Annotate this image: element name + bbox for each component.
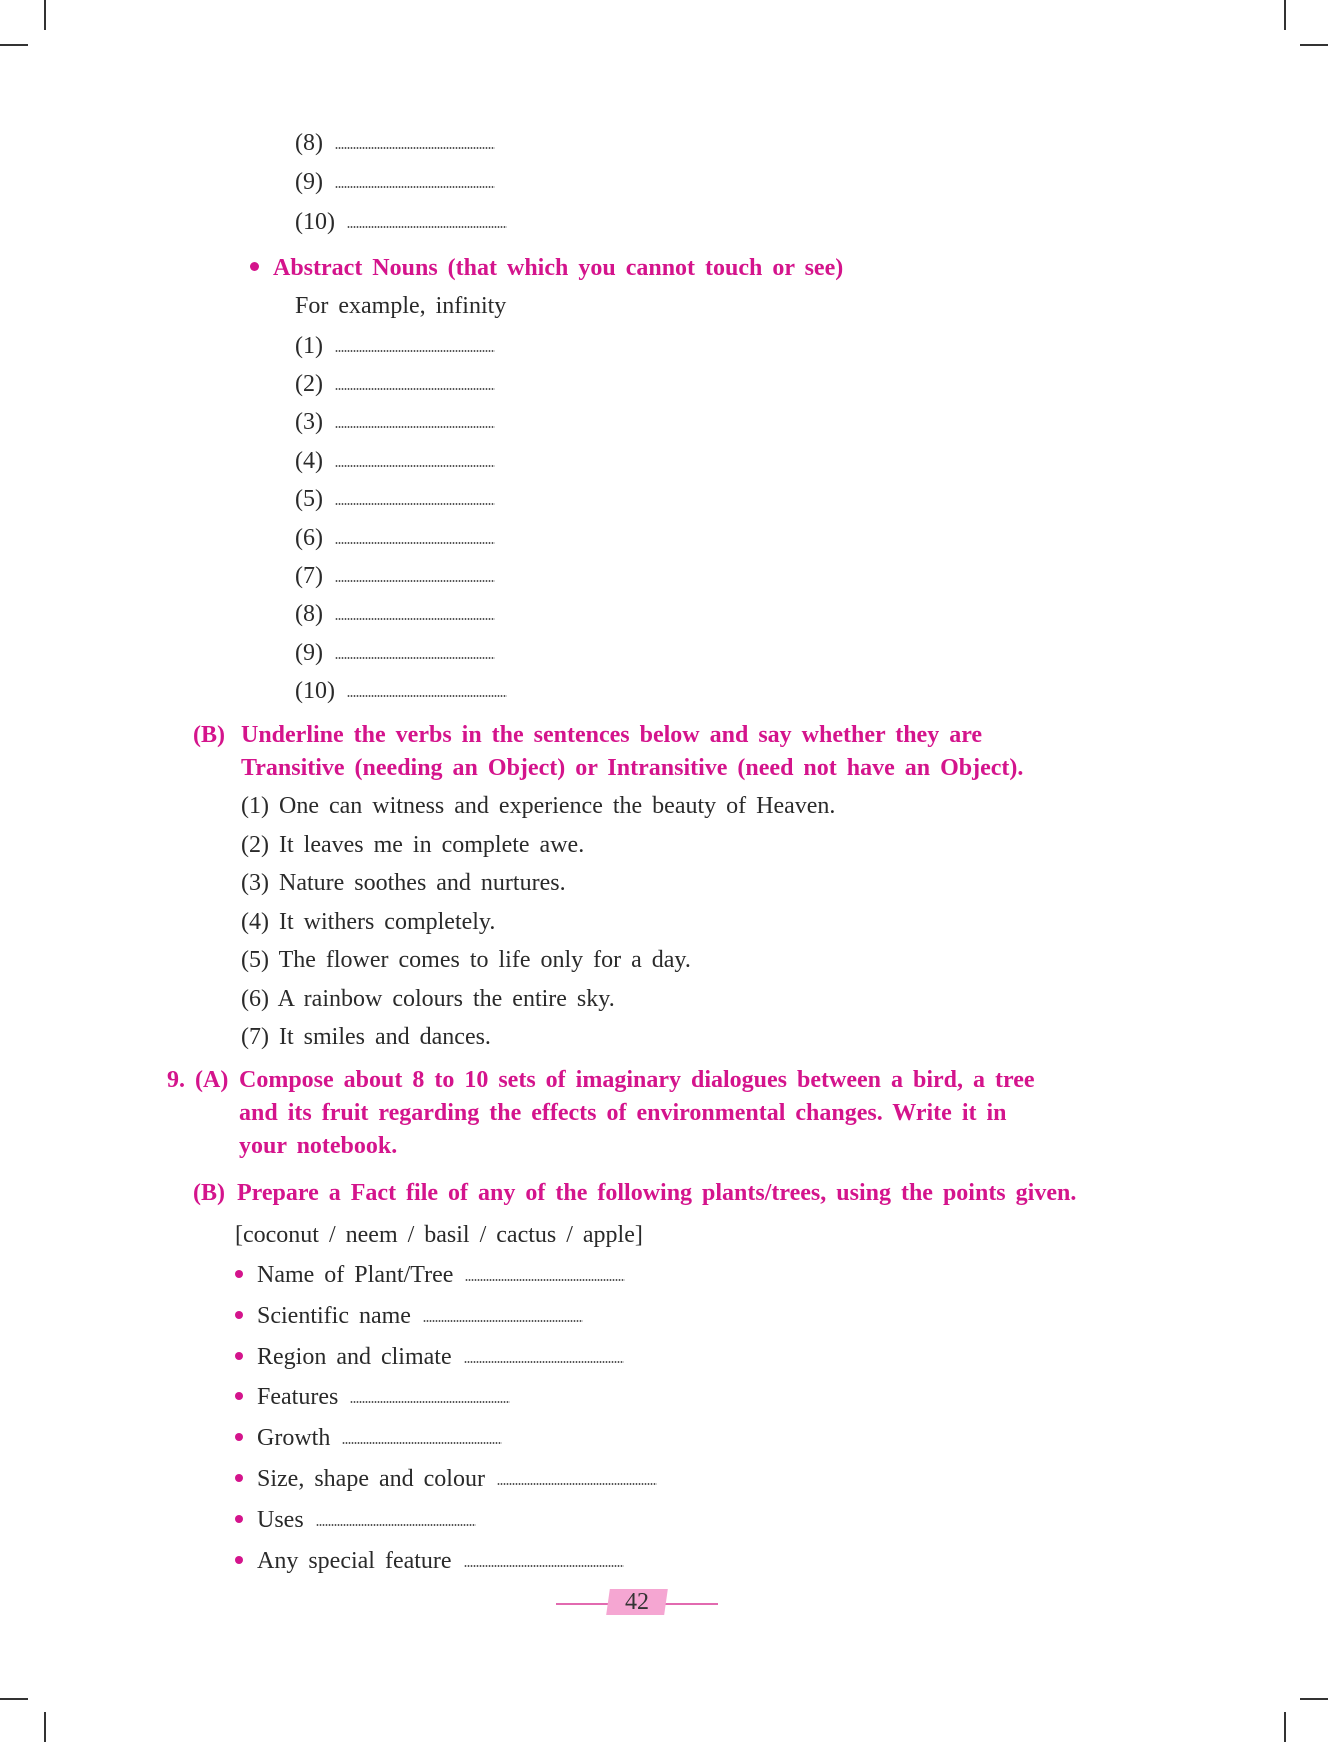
fact-field bbox=[235, 1301, 583, 1331]
section-b-instruction-line1: Underline the verbs in the sentences below and say whether they are bbox=[241, 722, 983, 748]
answer-blank[interactable] bbox=[335, 618, 495, 620]
example-text: For example, infinity bbox=[295, 293, 507, 319]
bullet-icon bbox=[235, 1515, 243, 1523]
answer-blank[interactable] bbox=[335, 350, 495, 352]
fact-field bbox=[235, 1464, 657, 1494]
q9-a-line3: your notebook. bbox=[239, 1133, 398, 1159]
item-number: (9) bbox=[295, 640, 323, 666]
sentence bbox=[241, 984, 615, 1014]
item-number: (8) bbox=[295, 130, 323, 156]
answer-blank[interactable] bbox=[464, 1361, 624, 1363]
field-label: Size, shape and colour bbox=[257, 1466, 485, 1492]
page-number-badge bbox=[556, 1587, 718, 1617]
item-number: (8) bbox=[295, 601, 323, 627]
answer-blank[interactable] bbox=[335, 388, 495, 390]
abstract-nouns-heading bbox=[250, 253, 843, 283]
answer-blank[interactable] bbox=[347, 695, 507, 697]
bullet-icon bbox=[235, 1311, 243, 1319]
item-number: (10) bbox=[295, 678, 335, 704]
item-number: (5) bbox=[295, 486, 323, 512]
answer-blank[interactable] bbox=[465, 1279, 625, 1281]
item-number: (1) bbox=[295, 333, 323, 359]
field-label: Features bbox=[257, 1384, 339, 1410]
item-number: (10) bbox=[295, 209, 335, 235]
crop-mark bbox=[1300, 1698, 1328, 1700]
q9-b-label: (B) bbox=[193, 1180, 225, 1206]
q9-a-line2: and its fruit regarding the effects of environmental changes. Write it in bbox=[239, 1100, 1007, 1126]
list-item bbox=[295, 207, 507, 237]
sentence bbox=[241, 1022, 491, 1052]
sentence-text: It withers completely. bbox=[278, 909, 496, 935]
answer-blank[interactable] bbox=[350, 1401, 510, 1403]
sentence bbox=[241, 868, 566, 898]
fact-field bbox=[235, 1342, 624, 1372]
bullet-icon bbox=[235, 1433, 243, 1441]
sentence bbox=[241, 830, 584, 860]
field-label: Region and climate bbox=[257, 1344, 452, 1370]
crop-mark bbox=[0, 44, 28, 46]
answer-blank[interactable] bbox=[335, 147, 495, 149]
fact-field bbox=[235, 1505, 476, 1535]
crop-mark bbox=[44, 0, 46, 30]
bullet-icon bbox=[235, 1352, 243, 1360]
crop-mark bbox=[1284, 1712, 1286, 1742]
sentence-text: It leaves me in complete awe. bbox=[278, 832, 585, 858]
field-label: Scientific name bbox=[257, 1303, 411, 1329]
sentence-number: (2) bbox=[241, 832, 269, 858]
field-label: Any special feature bbox=[257, 1548, 452, 1574]
sentence-text: The flower comes to life only for a day. bbox=[278, 947, 691, 973]
sentence-text: One can witness and experience the beauty of Heaven. bbox=[278, 793, 836, 819]
crop-mark bbox=[1300, 44, 1328, 46]
list-item bbox=[295, 446, 495, 476]
fact-field bbox=[235, 1382, 510, 1412]
answer-blank[interactable] bbox=[342, 1442, 502, 1444]
answer-blank[interactable] bbox=[335, 503, 495, 505]
list-item bbox=[295, 128, 495, 158]
answer-blank[interactable] bbox=[335, 657, 495, 659]
sentence-text: Nature soothes and nurtures. bbox=[278, 870, 566, 896]
fact-field bbox=[235, 1546, 624, 1576]
list-item bbox=[295, 676, 507, 706]
list-item bbox=[295, 523, 495, 553]
answer-blank[interactable] bbox=[335, 542, 495, 544]
item-number: (7) bbox=[295, 563, 323, 589]
sentence bbox=[241, 945, 691, 975]
list-item bbox=[295, 561, 495, 591]
section-b-instruction-line2: Transitive (needing an Object) or Intransitive (need not have an Object). bbox=[241, 755, 1024, 781]
list-item bbox=[295, 638, 495, 668]
item-number: (4) bbox=[295, 448, 323, 474]
field-label: Uses bbox=[257, 1507, 304, 1533]
section-b-label: (B) bbox=[193, 722, 225, 748]
item-number: (6) bbox=[295, 525, 323, 551]
sentence-number: (1) bbox=[241, 793, 269, 819]
answer-blank[interactable] bbox=[497, 1483, 657, 1485]
list-item bbox=[295, 599, 495, 629]
item-number: (2) bbox=[295, 371, 323, 397]
sentence-number: (3) bbox=[241, 870, 269, 896]
crop-mark bbox=[44, 1712, 46, 1742]
fact-field bbox=[235, 1260, 625, 1290]
sentence-number: (5) bbox=[241, 947, 269, 973]
list-item bbox=[295, 369, 495, 399]
fact-field bbox=[235, 1423, 502, 1453]
plant-options: [coconut / neem / basil / cactus / apple] bbox=[235, 1222, 643, 1248]
list-item bbox=[295, 331, 495, 361]
sentence-text: It smiles and dances. bbox=[278, 1024, 491, 1050]
crop-mark bbox=[0, 1698, 28, 1700]
sentence bbox=[241, 907, 495, 937]
sentence-text: A rainbow colours the entire sky. bbox=[277, 986, 615, 1012]
list-item bbox=[295, 407, 495, 437]
list-item bbox=[295, 484, 495, 514]
answer-blank[interactable] bbox=[347, 226, 507, 228]
sentence-number: (6) bbox=[241, 986, 269, 1012]
list-item bbox=[295, 167, 495, 197]
bullet-icon bbox=[235, 1392, 243, 1400]
answer-blank[interactable] bbox=[335, 426, 495, 428]
item-number: (9) bbox=[295, 169, 323, 195]
q9-a-label: 9. (A) bbox=[167, 1067, 229, 1093]
bullet-icon bbox=[235, 1556, 243, 1564]
bullet-icon bbox=[250, 262, 259, 271]
sentence-number: (4) bbox=[241, 909, 269, 935]
answer-blank[interactable] bbox=[335, 580, 495, 582]
crop-mark bbox=[1284, 0, 1286, 30]
page-number: 42 bbox=[625, 1589, 649, 1615]
answer-blank[interactable] bbox=[464, 1565, 624, 1567]
heading-text: Abstract Nouns (that which you cannot touch or see) bbox=[273, 255, 844, 281]
sentence-number: (7) bbox=[241, 1024, 269, 1050]
q9-b-text: Prepare a Fact file of any of the following plants/trees, using the points given. bbox=[237, 1180, 1077, 1206]
bullet-icon bbox=[235, 1270, 243, 1278]
answer-blank[interactable] bbox=[335, 186, 495, 188]
answer-blank[interactable] bbox=[423, 1320, 583, 1322]
bullet-icon bbox=[235, 1474, 243, 1482]
item-number: (3) bbox=[295, 409, 323, 435]
field-label: Name of Plant/Tree bbox=[257, 1262, 454, 1288]
sentence bbox=[241, 791, 835, 821]
answer-blank[interactable] bbox=[316, 1524, 476, 1526]
answer-blank[interactable] bbox=[335, 465, 495, 467]
q9-a-line1: Compose about 8 to 10 sets of imaginary dialogues between a bird, a tree bbox=[239, 1067, 1035, 1093]
field-label: Growth bbox=[257, 1425, 331, 1451]
